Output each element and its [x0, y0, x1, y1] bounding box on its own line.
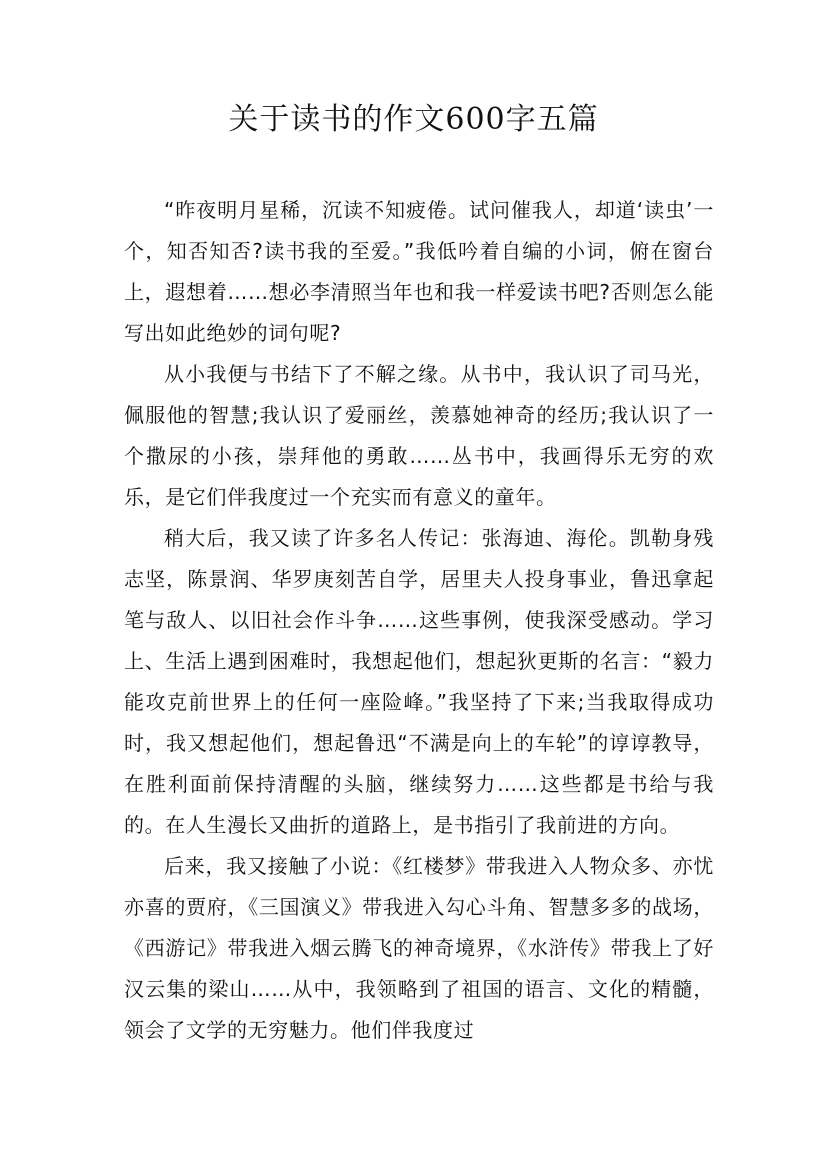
paragraph-4: 后来，我又接触了小说：《红楼梦》带我进入人物众多、亦忧亦喜的贾府，《三国演义》带我进入勾心斗角、智慧多多的战场，《西游记》带我进入烟云腾飞的神奇境界，《水浒传》带我上了好汉云集的梁山……从中，我领略到了祖国的语言、文化的精髓，领会了文学的无穷魅力。他们伴我度过 — [124, 854, 714, 1042]
paragraph-2: 从小我便与书结下了不解之缘。从书中，我认识了司马光，佩服他的智慧;我认识了爱丽丝，羡慕她神奇的经历;我认识了一个撒尿的小孩，崇拜他的勇敢……丛书中，我画得乐无穷的欢乐，是它们伴我度过一个充实而有意义的童年。 — [124, 362, 714, 509]
paragraph-3: 稍大后，我又读了许多名人传记：张海迪、海伦。凯勒身残志坚，陈景润、华罗庚刻苦自学，居里夫人投身事业，鲁迅拿起笔与敌人、以旧社会作斗争……这些事例，使我深受感动。学习上、生活上遇到困难时，我想起他们，想起狄更斯的名言：“毅力能攻克前世界上的任何一座险峰。”我坚持了下来;当我取得成功时，我又想起他们，想起鲁迅“不满是向上的车轮”的谆谆教导，在胜利面前保持清醒的头脑，继续努力……这些都是书给与我的。在人生漫长又曲折的道路上，是书指引了我前进的方向。 — [124, 526, 714, 837]
document-body — [124, 190, 714, 1051]
paragraph-1: “昨夜明月星稀，沉读不知疲倦。试问催我人，却道‘读虫’一个，知否知否?读书我的至爱。”我低吟着自编的小词，俯在窗台上，遐想着……想必李清照当年也和我一样爱读书吧?否则怎么能写出如此绝妙的词句呢? — [124, 198, 714, 345]
document-title: 关于读书的作文600字五篇 — [228, 102, 599, 137]
